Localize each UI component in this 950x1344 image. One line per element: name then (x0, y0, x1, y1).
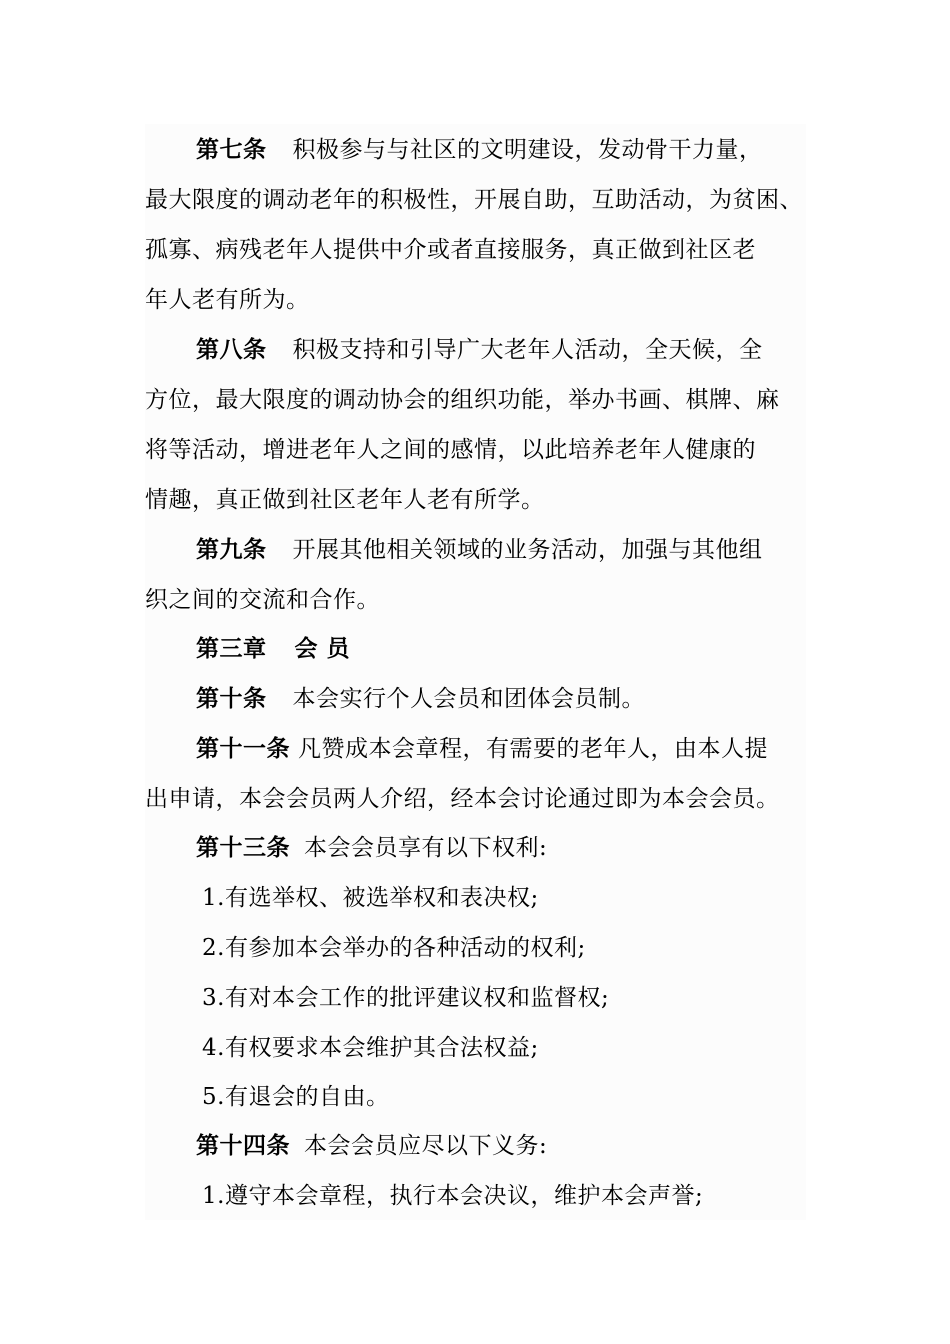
article-11-first-line (196, 734, 768, 764)
article-11-heading: 第十一条 (196, 735, 290, 762)
article-11-text-line-2: 出申请，本会会员两人介绍，经本会讨论通过即为本会会员。 (145, 786, 780, 812)
article-10-line (196, 684, 645, 714)
article-8-heading: 第八条 (196, 336, 267, 363)
article-8-first-line (196, 335, 763, 365)
article-7-text-line-4: 年人老有所为。 (145, 287, 310, 313)
chapter-number: 第三章 (196, 635, 267, 662)
article-11-text-line-1: 凡赞成本会章程，有需要的老年人，由本人提 (298, 736, 768, 762)
article-9-heading: 第九条 (196, 536, 267, 563)
article-9-text-line-2: 织之间的交流和合作。 (145, 587, 380, 613)
chapter-heading (196, 634, 350, 664)
article-10-text: 本会实行个人会员和团体会员制。 (292, 686, 645, 712)
article-13-item-4: 4.有权要求本会维护其合法权益; (202, 1035, 539, 1061)
article-13-heading: 第十三条 (196, 834, 290, 861)
article-8-text-line-3: 将等活动，增进老年人之间的感情，以此培养老年人健康的 (145, 437, 756, 463)
article-7-text-line-2: 最大限度的调动老年的积极性，开展自助，互助活动，为贫困、 (145, 187, 803, 213)
article-8-text-line-4: 情趣，真正做到社区老年人老有所学。 (145, 487, 545, 513)
article-14-heading: 第十四条 (196, 1132, 290, 1159)
chapter-title: 会 员 (294, 635, 351, 662)
article-8-text-line-2: 方位，最大限度的调动协会的组织功能，举办书画、棋牌、麻 (145, 387, 780, 413)
article-7-heading: 第七条 (196, 136, 267, 163)
article-14-item-1: 1.遵守本会章程，执行本会决议，维护本会声誉; (202, 1183, 704, 1209)
article-13-item-1: 1.有选举权、被选举权和表决权; (202, 885, 539, 911)
article-7-text-line-1: 积极参与与社区的文明建设，发动骨干力量， (292, 137, 763, 163)
article-13-item-3: 3.有对本会工作的批评建议权和监督权; (202, 985, 610, 1011)
article-8-text-line-1: 积极支持和引导广大老年人活动，全天候，全 (292, 337, 763, 363)
article-13-line (196, 833, 547, 863)
article-7-first-line (196, 135, 763, 165)
article-13-item-2: 2.有参加本会举办的各种活动的权利; (202, 935, 586, 961)
article-14-text: 本会会员应尽以下义务: (304, 1133, 548, 1159)
article-9-text-line-1: 开展其他相关领域的业务活动，加强与其他组 (292, 537, 763, 563)
article-14-line (196, 1131, 547, 1161)
article-13-text: 本会会员享有以下权利: (304, 835, 548, 861)
article-10-heading: 第十条 (196, 685, 267, 712)
article-9-first-line (196, 535, 763, 565)
article-7-text-line-3: 孤寡、病残老年人提供中介或者直接服务，真正做到社区老 (145, 237, 756, 263)
article-13-item-5: 5.有退会的自由。 (202, 1084, 390, 1110)
